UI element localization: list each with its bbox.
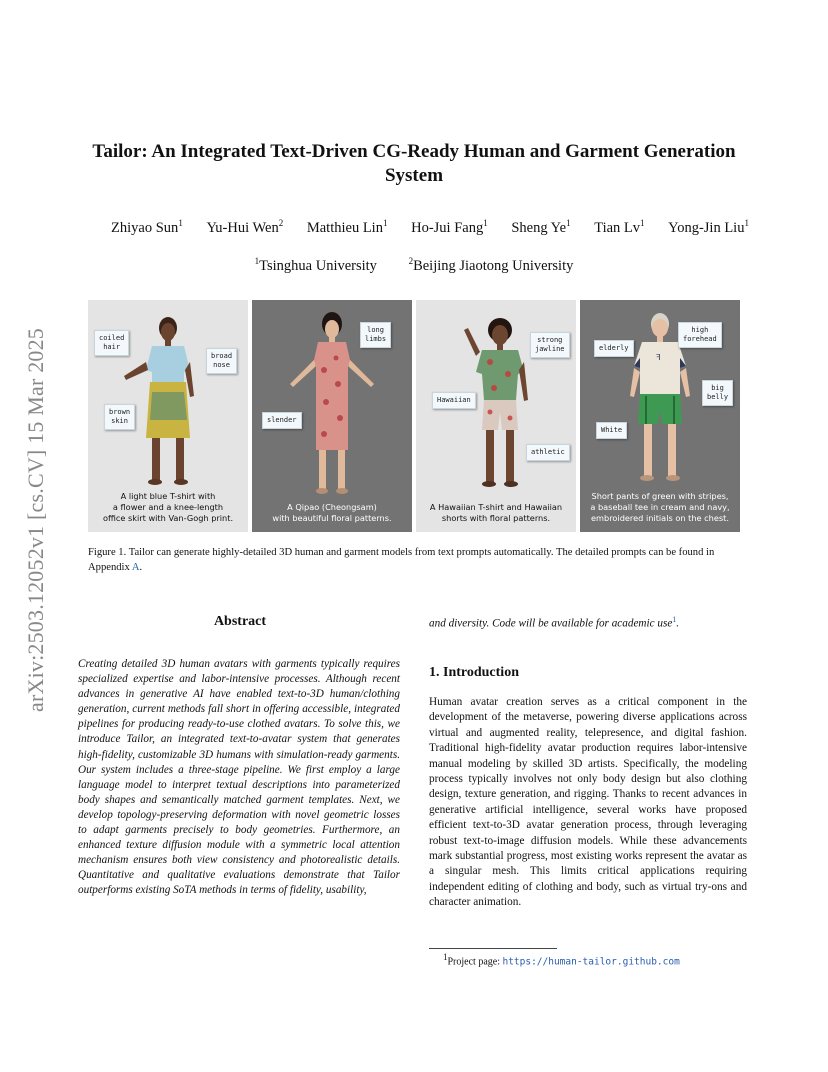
panel-caption: A Qipao (Cheongsam) with beautiful floral patterns. [272,502,392,523]
prompt-tag: brown skin [104,404,135,430]
svg-text:ꟻ: ꟻ [656,353,661,362]
arxiv-identifier: arXiv:2503.12052v1 [cs.CV] 15 Mar 2025 [23,328,48,712]
prompt-tag: slender [262,412,302,429]
title-line-2: System [384,165,444,186]
prompt-tag: broad nose [206,348,237,374]
prompt-tag: strong jawline [530,332,570,358]
paper-title [70,140,758,188]
prompt-tag: long limbs [360,322,391,348]
figure-caption: Figure 1. Tailor can generate highly-detailed 3D human and garment models from text prompts automatically. The detailed prompts can be found in Appendix A. [88,547,715,573]
author: Matthieu Lin$^1$ [306,218,388,236]
author-list [70,218,790,237]
abstract-heading: Abstract [213,614,267,629]
author: Yu-Hui Wen$^2$ [206,218,284,236]
affiliation: $^2$Beijing Jiaotong University [408,256,574,274]
abstract-continuation: and diversity. Code will be available for academic use$^1$. [429,615,680,630]
affiliation: $^1$Tsinghua University [254,256,377,274]
introduction-heading: 1. Introduction [429,665,519,680]
prompt-tag: White [596,422,627,439]
figure-panel-2 [252,300,412,532]
title-line-1: Tailor: An Integrated Text-Driven CG-Ready Human and Garment Generation [92,141,736,162]
figure-1 [88,300,740,532]
author: Tian Lv$^1$ [594,218,645,236]
introduction-text: Human avatar creation serves as a critical component in the development of the metaverse, powering diverse applications across virtual and augmented reality, telepresence, and digital fashion. Traditional high-fidelity avatar production requires labor-intensive manual modeling by skilled 3D artists. Specifically, the modeling process typically involves not only body design but also clothing design, texture generation, and rigging. Thanks to recent advances in generative artificial intelligence, several works have proposed efficient text-to-3D avatar generation process, through leveraging robust text-to-image diffusion models. While these advancements mark substantial progress, most existing works represent the avatar as a singular mesh. This limits critical applications requiring independent editing of clothing and body, such as virtual try-ons and character animation. [429,696,747,909]
panel-caption: A Hawaiian T-shirt and Hawaiian shorts with floral patterns. [429,502,563,523]
author: Ho-Jui Fang$^1$ [411,218,488,236]
footnote-divider [429,948,557,949]
abstract-text: Creating detailed 3D human avatars with garments typically requires specialized expertise and labor-intensive processes. Although recent advances in generative AI have enabled text-to-3D human/clothing generation, current methods fall short in offering accessible, integrated pipelines for producing ready-to-use clothed avatars. To solve this, we introduce Tailor, an integrated text-to-avatar system that generates high-fidelity, customizable 3D humans with simulation-ready garments. Our system includes a three-stage pipeline. We first employ a large language model to interpret textual descriptions into parameterized body shapes and semantically matched garment templates. Next, we develop topology-preserving deformation with novel geometric losses to adapt garments precisely to body geometries. Furthermore, an enhanced texture diffusion module with a symmetric local attention mechanism ensures both view consistency and photorealistic details. Quantitative and qualitative evaluations demonstrate that Tailor outperforms existing SoTA methods in terms of fidelity, usability, [78,658,400,897]
panel-caption: A light blue T-shirt with a flower and a knee-length office skirt with Van-Gogh print. [102,491,234,523]
prompt-tag: Hawaiian [432,392,476,409]
arxiv-sidebar [14,280,58,760]
figure-panel-3 [416,300,576,532]
figure-panel-1 [88,300,248,532]
author: Sheng Ye$^1$ [511,218,571,236]
project-page-link[interactable]: https://human-tailor.github.com [502,956,680,968]
affiliations [70,256,758,275]
prompt-tag: athletic [526,444,570,461]
appendix-link[interactable]: A [131,561,140,573]
prompt-tag: elderly [594,340,634,357]
panel-caption: Short pants of green with stripes, a baseball tee in cream and navy, embroidered initials on the chest. [590,491,730,523]
author: Zhiyao Sun$^1$ [111,218,183,236]
footnote: $^1$Project page: https://human-tailor.github.com [443,952,680,968]
author: Yong-Jin Liu$^1$ [668,218,749,236]
prompt-tag: coiled hair [94,330,129,356]
footnote-marker[interactable]: 1 [672,615,677,624]
prompt-tag: high forehead [678,322,722,348]
prompt-tag: big belly [702,380,733,406]
figure-panel-4 [580,300,740,532]
